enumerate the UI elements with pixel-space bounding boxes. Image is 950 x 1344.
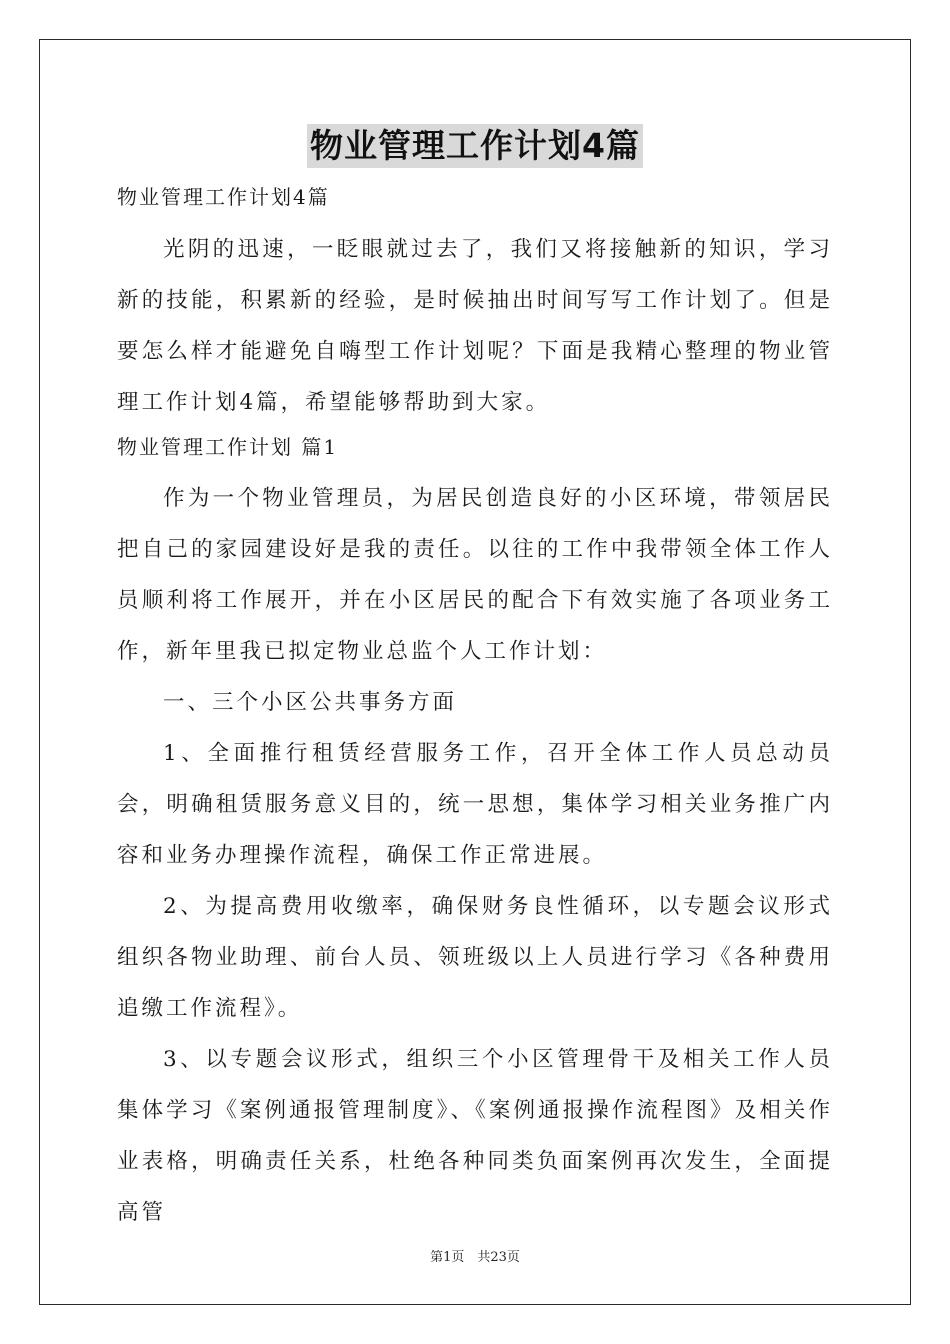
intro-paragraph: 光阴的迅速，一眨眼就过去了，我们又将接触新的知识，学习新的技能，积累新的经验，是时候抽出时间写写工作计划了。但是要怎么样才能避免自嗨型工作计划呢？下面是我精心整理的物业管理工作计划4篇，希望能够帮助到大家。 [117,237,833,415]
page-footer: 第1页 共23页 [430,1250,520,1265]
body-paragraph: 一、三个小区公共事务方面 [163,690,458,715]
intro-block [117,224,833,428]
document-subtitle: 物业管理工作计划4篇 [117,185,330,209]
body-paragraph: 3、以专题会议形式，组织三个小区管理骨干及相关工作人员集体学习《案例通报管理制度》、《案例通报操作流程图》及相关作业表格，明确责任关系，杜绝各种同类负面案例再次发生，全面提高管 [117,1047,833,1225]
title-container [0,124,950,168]
section-heading: 物业管理工作计划 篇1 [117,435,339,459]
document-title: 物业管理工作计划4篇 [307,124,643,168]
body-paragraph: 作为一个物业管理员，为居民创造良好的小区环境，带领居民把自己的家园建设好是我的责任。以往的工作中我带领全体工作人员顺利将工作展开，并在小区居民的配合下有效实施了各项业务工作，新年里我已拟定物业总监个人工作计划： [117,486,833,664]
body-paragraph: 1、全面推行租赁经营服务工作，召开全体工作人员总动员会，明确租赁服务意义目的，统一思想，集体学习相关业务推广内容和业务办理操作流程，确保工作正常进展。 [117,741,833,868]
section-body [117,473,833,1238]
body-paragraph: 2、为提高费用收缴率，确保财务良性循环，以专题会议形式组织各物业助理、前台人员、领班级以上人员进行学习《各种费用追缴工作流程》。 [117,894,833,1021]
